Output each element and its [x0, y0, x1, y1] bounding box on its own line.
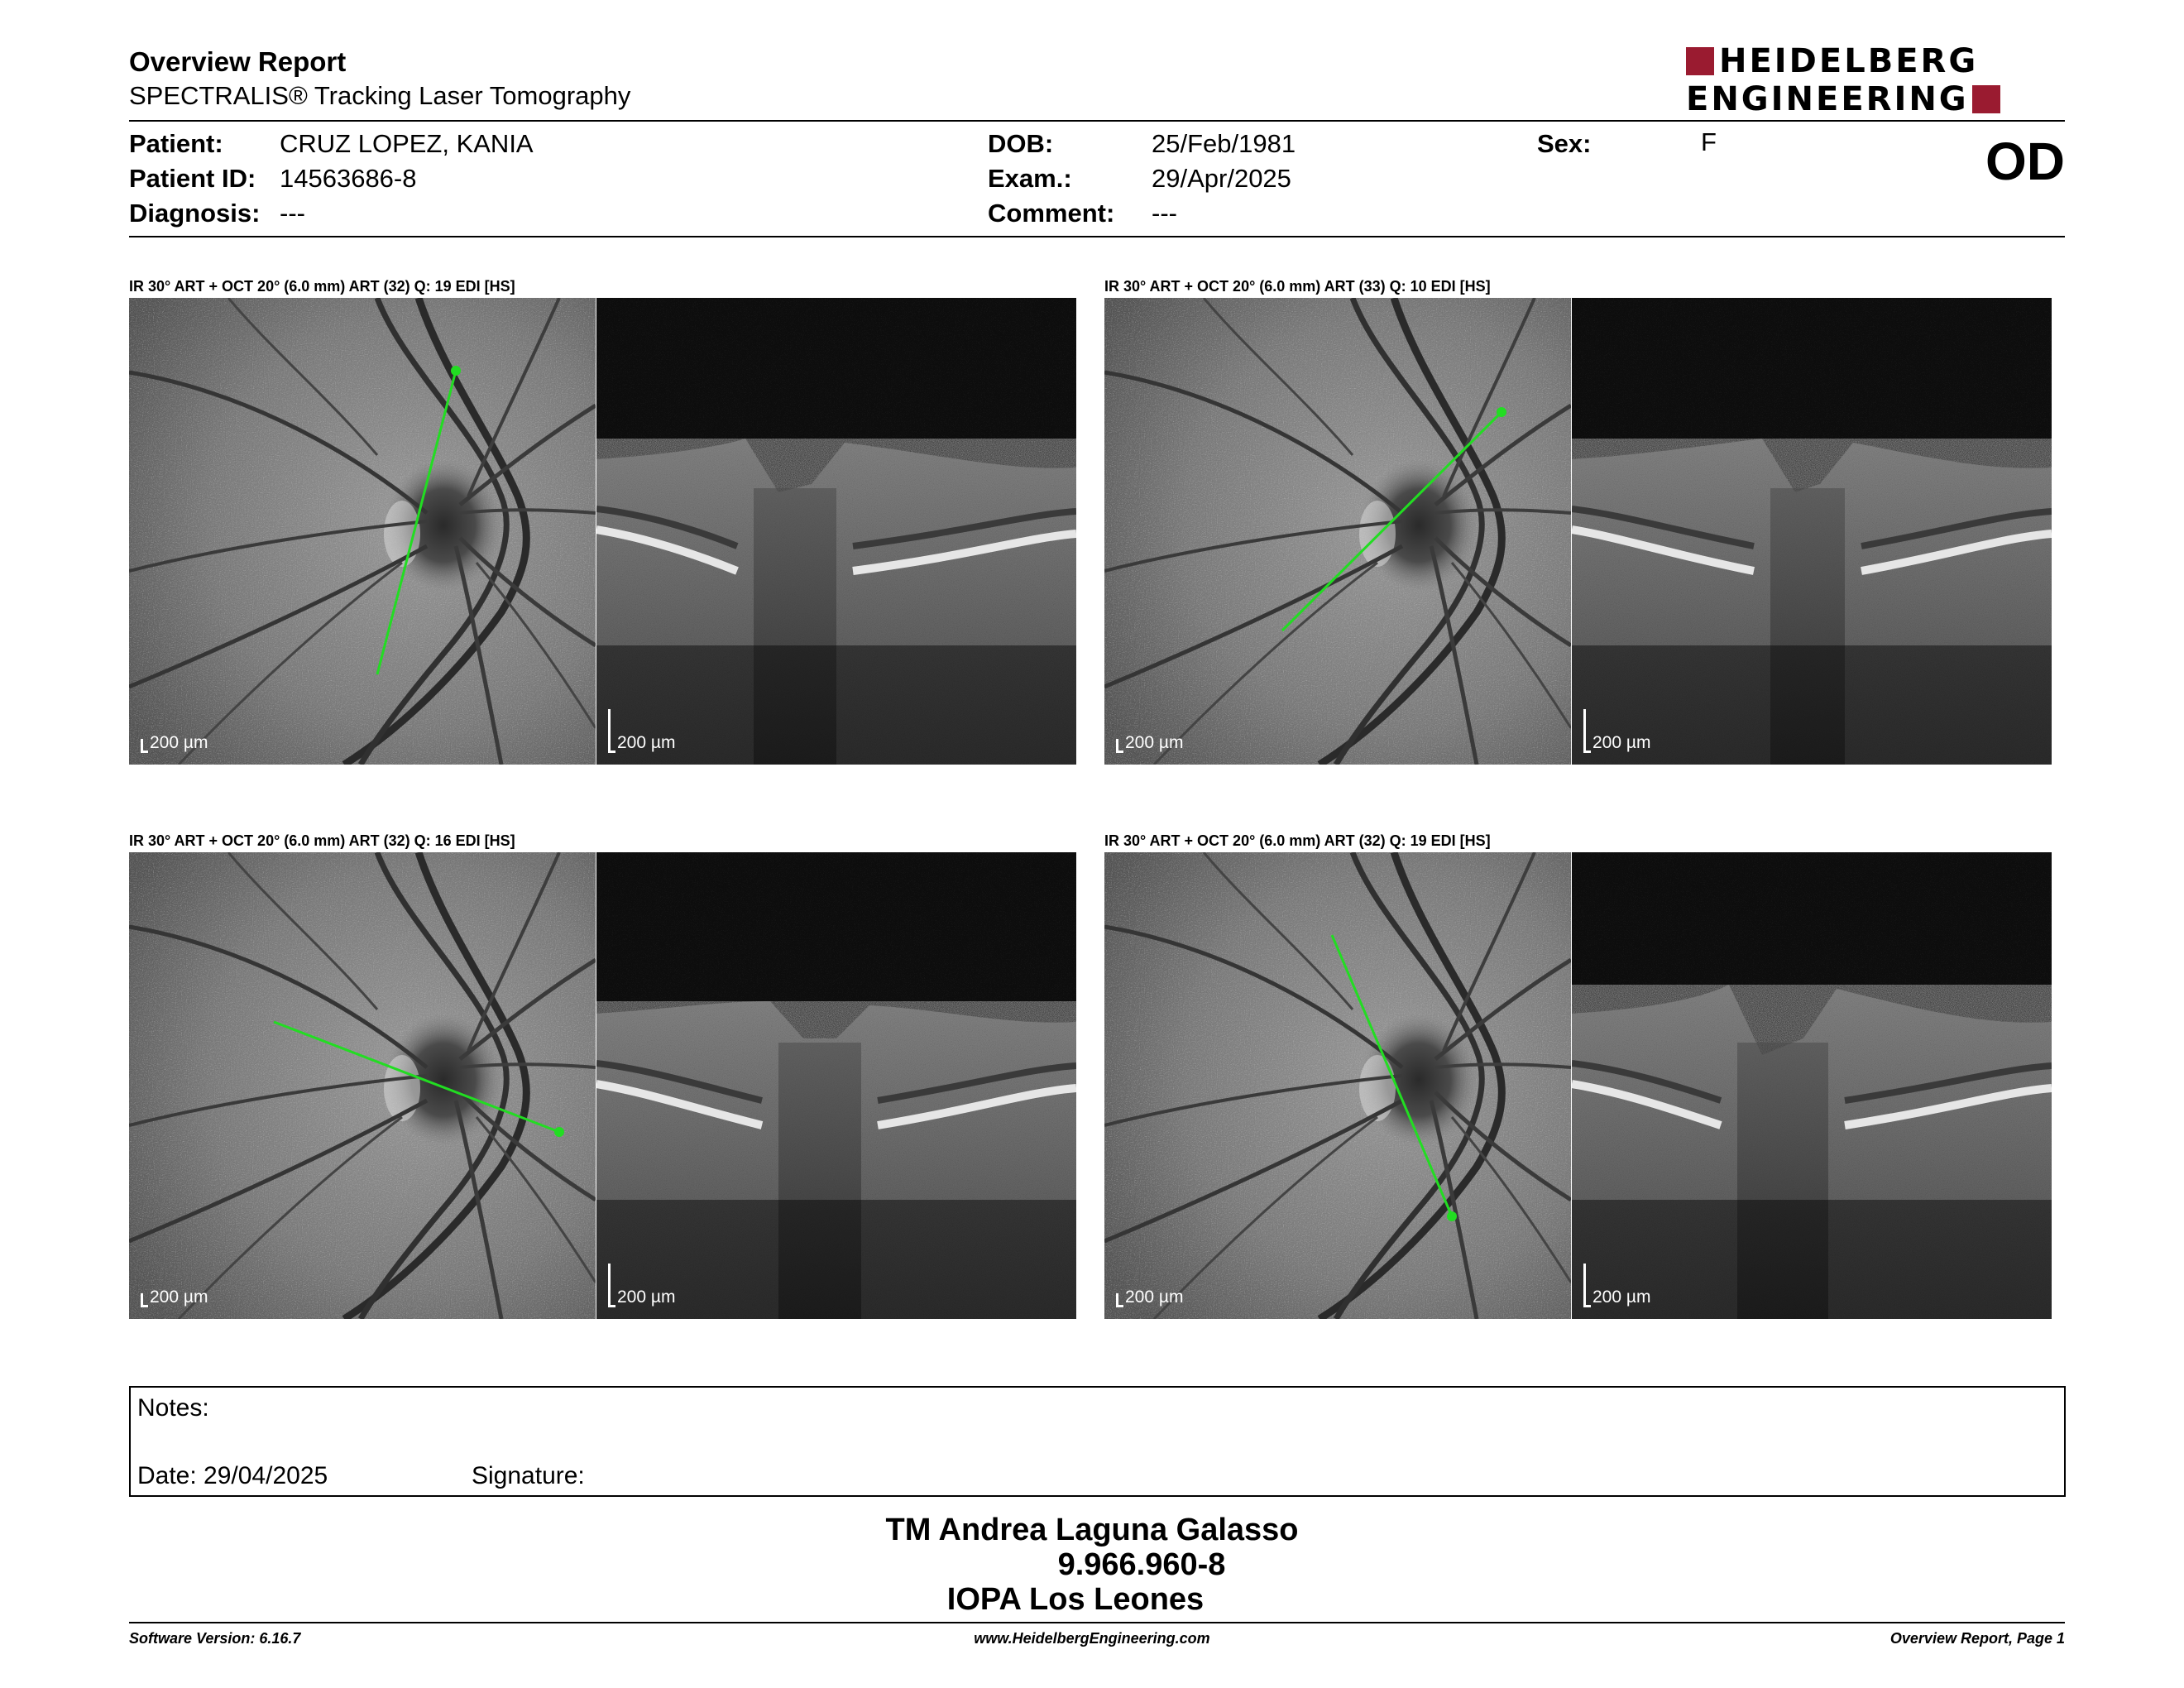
sex-label: Sex: — [1537, 129, 1592, 158]
dob-label: DOB: — [988, 129, 1054, 158]
oct-scale-label: 200 µm — [617, 1288, 676, 1307]
scale-bar-icon — [141, 739, 148, 753]
report-title: Overview Report — [129, 46, 347, 77]
exam-label: Exam.: — [988, 164, 1072, 193]
heidelberg-logo — [1686, 42, 2065, 118]
ir-scale-label: 200 µm — [150, 733, 208, 752]
ir-scale-bar — [1116, 733, 1183, 753]
signatory-id: 9.966.960-8 — [1057, 1547, 1226, 1582]
scan-header: IR 30° ART + OCT 20° (6.0 mm) ART (33) Q: 10 EDI [HS] — [1104, 278, 1491, 295]
logo-line-2: ENGINEERING — [1686, 80, 1969, 118]
patient-name: CRUZ LOPEZ, KANIA — [280, 129, 534, 158]
signature-label: Signature: — [472, 1462, 585, 1489]
oct-bscan-image — [1572, 298, 2052, 765]
oct-scale-label: 200 µm — [617, 733, 676, 752]
scale-bar-icon — [1116, 1293, 1123, 1307]
ir-scale-label: 200 µm — [1125, 733, 1184, 752]
diagnosis-label: Diagnosis: — [129, 199, 261, 228]
scan-header: IR 30° ART + OCT 20° (6.0 mm) ART (32) Q: 19 EDI [HS] — [129, 278, 515, 295]
logo-square-icon — [1972, 85, 2000, 113]
oct-scale-label: 200 µm — [1592, 1288, 1651, 1307]
notes-label: Notes: — [137, 1394, 209, 1422]
ir-scale-bar — [1116, 1288, 1183, 1307]
oct-bscan-image — [1572, 852, 2052, 1319]
scale-bar-icon — [1583, 1264, 1591, 1307]
logo-line-1: HEIDELBERG — [1719, 42, 1979, 80]
scale-bar-icon — [1583, 709, 1591, 753]
ir-scale-bar — [141, 1288, 208, 1307]
oct-scale-bar — [608, 1264, 675, 1307]
ir-scale-label: 200 µm — [150, 1288, 208, 1307]
scan-header: IR 30° ART + OCT 20° (6.0 mm) ART (32) Q: 16 EDI [HS] — [129, 832, 515, 849]
scale-bar-icon — [608, 1264, 615, 1307]
report-subtitle: SPECTRALIS® Tracking Laser Tomography — [129, 81, 631, 110]
signatory-name: TM Andrea Laguna Galasso — [885, 1513, 1299, 1547]
scan-header: IR 30° ART + OCT 20° (6.0 mm) ART (32) Q: 19 EDI [HS] — [1104, 832, 1491, 849]
patient-label: Patient: — [129, 129, 223, 158]
eye-indicator: OD — [1985, 132, 2065, 191]
notes-box[interactable] — [129, 1386, 2066, 1497]
patient-divider — [129, 236, 2065, 237]
date-label: Date: 29/04/2025 — [137, 1462, 328, 1489]
oct-scale-bar — [1583, 1264, 1650, 1307]
ir-scale-label: 200 µm — [1125, 1288, 1184, 1307]
scale-bar-icon — [608, 709, 615, 753]
oct-scale-label: 200 µm — [1592, 733, 1651, 752]
page-number: Overview Report, Page 1 — [1889, 1630, 2065, 1647]
sex-value: F — [1701, 127, 1717, 156]
ir-fundus-image — [129, 852, 596, 1319]
website: www.HeidelbergEngineering.com — [974, 1630, 1210, 1647]
ir-fundus-image — [129, 298, 596, 765]
patient-id: 14563686-8 — [280, 164, 417, 193]
comment-value: --- — [1152, 199, 1177, 228]
scale-bar-icon — [1116, 739, 1123, 753]
patient-id-label: Patient ID: — [129, 164, 256, 193]
signatory-institution: IOPA Los Leones — [946, 1582, 1205, 1617]
dob-value: 25/Feb/1981 — [1152, 129, 1296, 158]
oct-bscan-image — [596, 852, 1076, 1319]
exam-value: 29/Apr/2025 — [1152, 164, 1291, 193]
scale-bar-icon — [141, 1293, 148, 1307]
software-version: Software Version: 6.16.7 — [129, 1630, 301, 1647]
diagnosis-value: --- — [280, 199, 305, 228]
oct-scale-bar — [608, 709, 675, 753]
footer-divider — [129, 1622, 2065, 1623]
oct-scale-bar — [1583, 709, 1650, 753]
ir-fundus-image — [1104, 298, 1571, 765]
ir-scale-bar — [141, 733, 208, 753]
logo-square-icon — [1686, 47, 1714, 75]
comment-label: Comment: — [988, 199, 1115, 228]
oct-bscan-image — [596, 298, 1076, 765]
ir-fundus-image — [1104, 852, 1571, 1319]
header-divider — [129, 120, 2065, 122]
